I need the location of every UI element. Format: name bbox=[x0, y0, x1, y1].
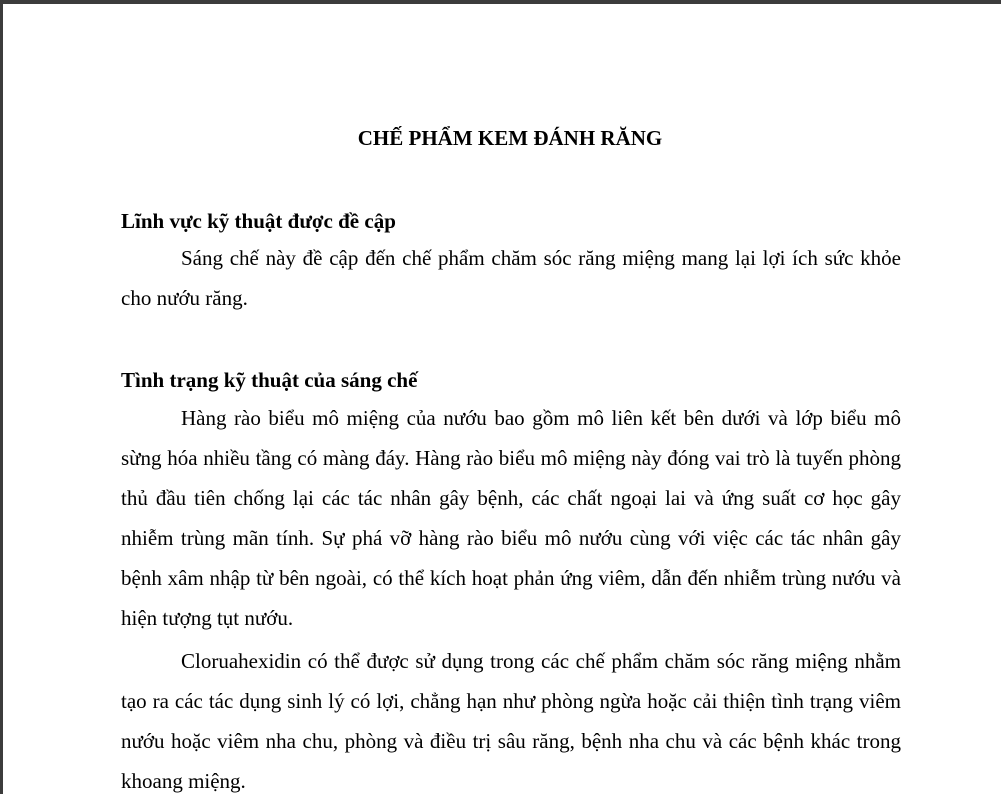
document-title: CHẾ PHẨM KEM ĐÁNH RĂNG bbox=[357, 126, 663, 150]
paragraph-chlorhexidine: Cloruahexidin có thể được sử dụng trong các chế phẩm chăm sóc răng miệng nhằm tạo ra các tác dụng sinh lý có lợi, chẳng hạn như phòng ngừa hoặc cải thiện tình trạng viêm nướu hoặc viêm nha chu, phòng và điều trị sâu răng, bệnh nha chu và các bệnh khác trong khoang miệng. bbox=[121, 649, 901, 793]
document-page bbox=[3, 4, 1001, 794]
paragraph-technical-field: Sáng chế này đề cập đến chế phẩm chăm sóc răng miệng mang lại lợi ích sức khỏe cho nướu răng. bbox=[121, 246, 901, 310]
section-heading-background-art: Tình trạng kỹ thuật của sáng chế bbox=[121, 368, 418, 392]
paragraph-epithelial-barrier: Hàng rào biểu mô miệng của nướu bao gồm mô liên kết bên dưới và lớp biểu mô sừng hóa nhiều tầng có màng đáy. Hàng rào biểu mô miệng này đóng vai trò là tuyến phòng thủ đầu tiên chống lại các tác nhân gây bệnh, các chất ngoại lai và ứng suất cơ học gây nhiễm trùng mãn tính. Sự phá vỡ hàng rào biểu mô nướu cùng với việc các tác nhân gây bệnh xâm nhập từ bên ngoài, có thể kích hoạt phản ứng viêm, dẫn đến nhiễm trùng nướu và hiện tượng tụt nướu. bbox=[121, 406, 901, 630]
section-heading-technical-field: Lĩnh vực kỹ thuật được đề cập bbox=[121, 209, 396, 233]
